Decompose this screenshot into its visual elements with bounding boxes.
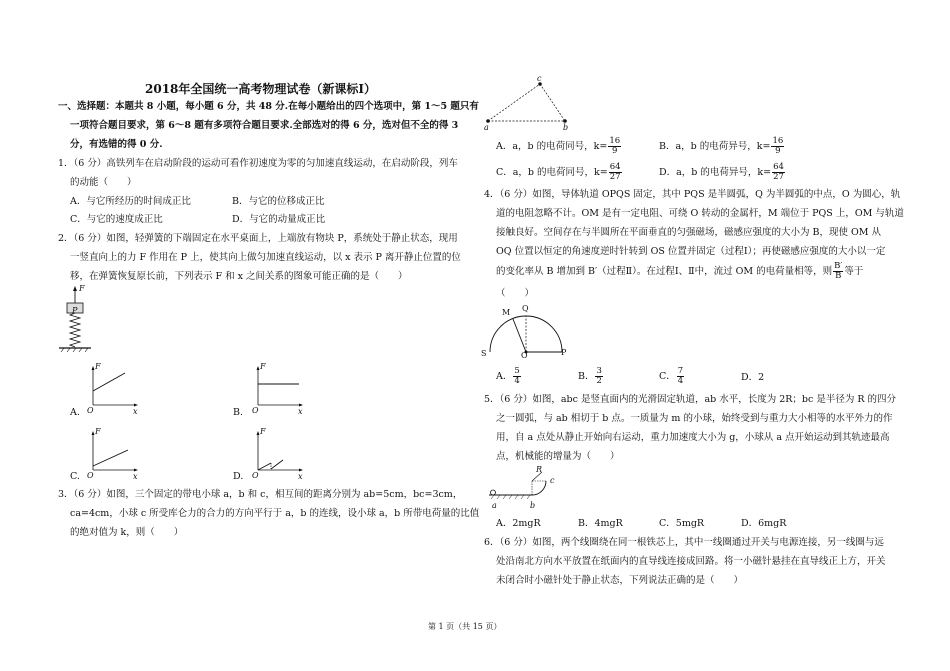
- q5-option-a: A．2mgR: [496, 518, 541, 529]
- graph-a-origin: O: [87, 406, 94, 415]
- q4-stem-line6: （ ）: [496, 288, 535, 299]
- semicircle-label-o: O: [521, 351, 528, 360]
- track-label-c: c: [550, 476, 555, 485]
- section-heading-line1: 一、选择题：本题共 8 小题，每小题 6 分，共 48 分.在每小题给出的四个选项中，第 1～5 题只有: [58, 101, 479, 112]
- q3-option-c: C．a，b 的电荷同号，k= $\frac{64}{27}$: [496, 162, 621, 182]
- spring-block-label: P: [72, 306, 78, 315]
- section-heading-line3: 分，有选错的得 0 分.: [70, 139, 163, 150]
- section-heading-line2: 一项符合题目要求，第 6～8 题有多项符合题目要求.全部选对的得 6 分，选对但不全的得 3: [70, 120, 459, 131]
- q5-stem-line4: 点，机械能的增量为（ ）: [496, 451, 620, 462]
- q2-option-d: D.: [233, 471, 244, 482]
- q3-stem-line2: ca=4cm，小球 c 所受库仑力的合力的方向平行于 a，b 的连线，设小球 a，b 所带电荷量的比值: [70, 508, 480, 519]
- page-title: 2018年全国统一高考物理试卷（新课标Ⅰ）: [145, 82, 377, 96]
- q1-option-c: C．与它的速度成正比: [70, 214, 163, 225]
- triangle-label-b: b: [563, 123, 569, 132]
- graph-d-x-label: x: [298, 472, 303, 481]
- graph-d-origin: O: [252, 471, 259, 480]
- q1-option-d: D．与它的动量成正比: [232, 214, 326, 225]
- q2-stem-line2: 一竖直向上的力 F 作用在 P 上，使其向上做匀加速直线运动，以 x 表示 P 离开静止位置的位: [70, 252, 461, 263]
- q3-stem-line3: 的绝对值为 k，则（ ）: [70, 527, 184, 538]
- q5-option-c: C．5mgR: [659, 518, 705, 529]
- graph-c-origin: O: [87, 471, 94, 480]
- q1-option-a: A．与它所经历的时间成正比: [70, 196, 191, 207]
- q6-stem-line1: 6．（6 分）如图，两个线圈绕在同一根铁芯上，其中一线圈通过开关与电源连接，另一线圈与远: [484, 537, 884, 548]
- q1-stem-line1: 1．（6 分）高铁列车在启动阶段的运动可看作初速度为零的匀加速直线运动，在启动阶段，列车: [58, 158, 458, 169]
- q4-option-a: A． $\frac{5}{4}$: [496, 366, 520, 386]
- graph-a-x-label: x: [133, 407, 138, 416]
- q5-option-d: D．6mgR: [741, 518, 787, 529]
- q4-stem-line4: OQ 位置以恒定的角速度逆时针转到 OS 位置并固定（过程Ⅰ）；再使磁感应强度的大小以一定: [496, 246, 886, 257]
- q4-option-b: B． $\frac{3}{2}$: [578, 366, 602, 386]
- graph-c-y-label: F: [95, 427, 101, 436]
- q1-option-b: B．与它的位移成正比: [232, 196, 325, 207]
- q2-option-a: A.: [70, 407, 80, 418]
- q3-option-b: B．a，b 的电荷异号，k= $\frac{16}{9}$: [659, 136, 784, 156]
- graph-b-origin: O: [252, 406, 259, 415]
- triangle-label-c: c: [537, 74, 542, 83]
- q3-option-d: D．a，b 的电荷异号，k= $\frac{64}{27}$: [659, 162, 784, 182]
- q3-stem-line1: 3．（6 分）如图，三个固定的带电小球 a，b 和 c，相互间的距离分别为 ab=5cm，bc=3cm，: [58, 489, 463, 500]
- triangle-label-a: a: [484, 123, 489, 132]
- track-label-r: R: [536, 465, 543, 474]
- semicircle-label-p: P: [561, 348, 567, 357]
- q6-stem-line2: 处沿南北方向水平放置在纸面内的直导线连接成回路。将一小磁针悬挂在直导线正上方，开关: [496, 556, 886, 567]
- q4-stem-line1: 4．（6 分）如图，导体轨道 OPQS 固定，其中 PQS 是半圆弧，Q 为半圆弧的中点，O 为圆心，轨: [484, 189, 901, 200]
- charges-triangle-figure: [484, 78, 574, 128]
- q3-option-a: A．a，b 的电荷同号，k= $\frac{16}{9}$: [496, 136, 621, 156]
- q4-stem-line5: 的变化率从 B 增加到 B′（过程Ⅱ）。在过程Ⅰ、Ⅱ中，流过 OM 的电荷量相等，则 $\frac{B'}{B}$ 等于: [496, 261, 864, 281]
- q2-option-b: B.: [233, 407, 244, 418]
- q1-stem-line2: 的动能（ ）: [70, 177, 137, 188]
- q2-stem-line1: 2．（6 分）如图，轻弹簧的下端固定在水平桌面上，上端放有物块 P，系统处于静止状态，现用: [58, 233, 458, 244]
- q2-stem-line3: 移，在弹簧恢复原长前，下列表示 F 和 x 之间关系的图象可能正确的是（ ）: [70, 271, 408, 282]
- q6-stem-line3: 未闭合时小磁针处于静止状态，下列说法正确的是（ ）: [496, 575, 744, 586]
- page-footer: 第 1 页（共 15 页）: [428, 622, 502, 631]
- q4-stem-line3: 接触良好。空间存在与半圆所在平面垂直的匀强磁场，磁感应强度的大小为 B，现使 OM 从: [496, 227, 882, 238]
- graph-a-y-label: F: [95, 362, 101, 371]
- track-label-b: b: [530, 501, 536, 510]
- q5-stem-line1: 5．（6 分）如图，abc 是竖直面内的光滑固定轨道，ab 水平，长度为 2R；bc 是半径为 R 的四分: [484, 394, 897, 405]
- graph-c-x-label: x: [133, 472, 138, 481]
- graph-b-y-label: F: [260, 362, 266, 371]
- q4-option-d: D．2: [741, 372, 765, 383]
- semicircle-label-m: M: [502, 308, 511, 317]
- q4-stem-line2: 道的电阻忽略不计。OM 是有一定电阻、可绕 O 转动的金属杆，M 端位于 PQS 上，OM 与轨道: [496, 208, 904, 219]
- track-label-a: a: [492, 501, 497, 510]
- semicircle-label-q: Q: [522, 304, 529, 313]
- semicircle-label-s: S: [481, 349, 487, 358]
- q4-option-c: C． $\frac{7}{4}$: [659, 366, 684, 386]
- graph-b-x-label: x: [298, 407, 303, 416]
- q2-option-c: C.: [70, 471, 80, 482]
- q5-option-b: B．4mgR: [578, 518, 623, 529]
- q5-stem-line2: 之一圆弧，与 ab 相切于 b 点。一质量为 m 的小球，始终受到与重力大小相等的水平外力的作: [496, 413, 893, 424]
- q5-stem-line3: 用，自 a 点处从静止开始向右运动，重力加速度大小为 g，小球从 a 点开始运动到其轨迹最高: [496, 432, 890, 443]
- spring-force-label: F: [79, 284, 85, 293]
- graph-d-y-label: F: [260, 427, 266, 436]
